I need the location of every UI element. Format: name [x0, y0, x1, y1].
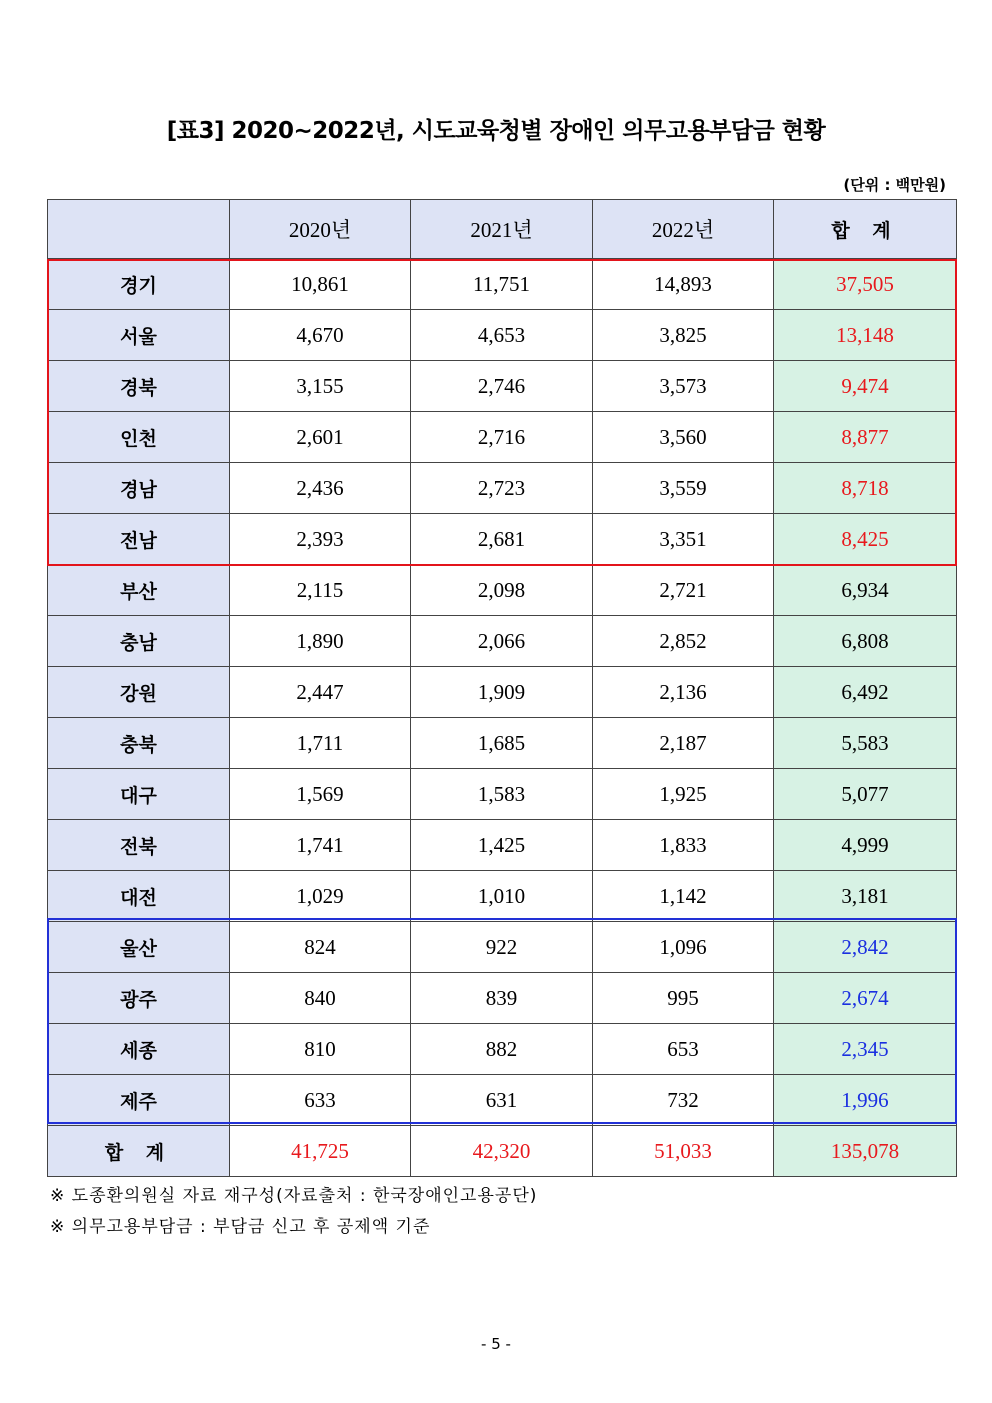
table-row	[48, 1075, 957, 1126]
value-2021: 2,716	[411, 412, 593, 463]
value-2021: 631	[411, 1075, 593, 1126]
total-cell: 9,474	[774, 361, 957, 412]
value-2020: 10,861	[230, 259, 411, 310]
sum-2020: 41,725	[230, 1126, 411, 1177]
region-cell: 서울	[48, 310, 230, 361]
region-cell: 대전	[48, 871, 230, 922]
value-2020: 840	[230, 973, 411, 1024]
sum-total: 135,078	[774, 1126, 957, 1177]
value-2021: 2,066	[411, 616, 593, 667]
value-2021: 4,653	[411, 310, 593, 361]
value-2020: 1,890	[230, 616, 411, 667]
value-2022: 3,560	[593, 412, 774, 463]
value-2021: 1,909	[411, 667, 593, 718]
total-cell: 2,345	[774, 1024, 957, 1075]
value-2022: 3,559	[593, 463, 774, 514]
page-number: - 5 -	[481, 1335, 511, 1353]
table-row	[48, 412, 957, 463]
total-cell: 4,999	[774, 820, 957, 871]
value-2022: 2,187	[593, 718, 774, 769]
region-cell: 인천	[48, 412, 230, 463]
header-total: 합 계	[774, 200, 957, 259]
table-row	[48, 361, 957, 412]
total-cell: 8,718	[774, 463, 957, 514]
value-2020: 2,436	[230, 463, 411, 514]
value-2021: 1,425	[411, 820, 593, 871]
table-row	[48, 463, 957, 514]
value-2022: 14,893	[593, 259, 774, 310]
sum-row	[48, 1126, 957, 1177]
value-2022: 2,721	[593, 565, 774, 616]
sum-label-cell: 합 계	[48, 1126, 230, 1177]
region-cell: 울산	[48, 922, 230, 973]
region-cell: 충남	[48, 616, 230, 667]
value-2020: 1,029	[230, 871, 411, 922]
table-row	[48, 922, 957, 973]
value-2020: 633	[230, 1075, 411, 1126]
value-2022: 3,825	[593, 310, 774, 361]
value-2021: 2,098	[411, 565, 593, 616]
value-2020: 824	[230, 922, 411, 973]
value-2021: 839	[411, 973, 593, 1024]
total-cell: 3,181	[774, 871, 957, 922]
total-cell: 37,505	[774, 259, 957, 310]
value-2020: 2,115	[230, 565, 411, 616]
value-2022: 1,142	[593, 871, 774, 922]
table-row	[48, 973, 957, 1024]
region-cell: 세종	[48, 1024, 230, 1075]
value-2021: 2,723	[411, 463, 593, 514]
footnotes	[50, 1181, 537, 1243]
value-2022: 1,833	[593, 820, 774, 871]
region-cell: 광주	[48, 973, 230, 1024]
footnote-source: ※ 도종환의원실 자료 재구성(자료출처 : 한국장애인고용공단)	[50, 1186, 538, 1206]
page-title: [표3] 2020~2022년, 시도교육청별 장애인 의무고용부담금 현황	[166, 118, 826, 144]
region-cell: 부산	[48, 565, 230, 616]
value-2021: 11,751	[411, 259, 593, 310]
value-2022: 3,573	[593, 361, 774, 412]
region-cell: 대구	[48, 769, 230, 820]
table-row	[48, 259, 957, 310]
total-cell: 2,674	[774, 973, 957, 1024]
table-row	[48, 565, 957, 616]
value-2022: 653	[593, 1024, 774, 1075]
sum-2022: 51,033	[593, 1126, 774, 1177]
value-2021: 2,681	[411, 514, 593, 565]
table-row	[48, 514, 957, 565]
value-2020: 2,601	[230, 412, 411, 463]
value-2022: 2,136	[593, 667, 774, 718]
value-2020: 1,741	[230, 820, 411, 871]
unit-label: (단위 : 백만원)	[843, 176, 946, 194]
total-cell: 6,492	[774, 667, 957, 718]
region-cell: 전북	[48, 820, 230, 871]
value-2021: 1,010	[411, 871, 593, 922]
total-cell: 1,996	[774, 1075, 957, 1126]
total-cell: 2,842	[774, 922, 957, 973]
header-2020: 2020년	[230, 200, 411, 259]
total-cell: 13,148	[774, 310, 957, 361]
region-cell: 강원	[48, 667, 230, 718]
value-2020: 3,155	[230, 361, 411, 412]
header-2021: 2021년	[411, 200, 593, 259]
header-2022: 2022년	[593, 200, 774, 259]
value-2020: 2,447	[230, 667, 411, 718]
table-row	[48, 820, 957, 871]
value-2022: 3,351	[593, 514, 774, 565]
value-2022: 1,925	[593, 769, 774, 820]
table-header-row	[48, 200, 957, 259]
table-row	[48, 1024, 957, 1075]
header-corner-cell	[48, 200, 230, 259]
region-cell: 제주	[48, 1075, 230, 1126]
table-row	[48, 667, 957, 718]
region-cell: 경남	[48, 463, 230, 514]
total-cell: 5,583	[774, 718, 957, 769]
footnote-basis: ※ 의무고용부담금 : 부담금 신고 후 공제액 기준	[50, 1217, 431, 1237]
value-2022: 2,852	[593, 616, 774, 667]
value-2020: 1,711	[230, 718, 411, 769]
table-row	[48, 871, 957, 922]
value-2021: 1,685	[411, 718, 593, 769]
region-cell: 전남	[48, 514, 230, 565]
levy-table	[47, 199, 957, 1177]
total-cell: 8,425	[774, 514, 957, 565]
table-row	[48, 718, 957, 769]
value-2022: 732	[593, 1075, 774, 1126]
value-2021: 2,746	[411, 361, 593, 412]
value-2020: 4,670	[230, 310, 411, 361]
table-row	[48, 616, 957, 667]
table-row	[48, 769, 957, 820]
sum-2021: 42,320	[411, 1126, 593, 1177]
value-2021: 1,583	[411, 769, 593, 820]
value-2021: 922	[411, 922, 593, 973]
value-2021: 882	[411, 1024, 593, 1075]
value-2020: 810	[230, 1024, 411, 1075]
table-row	[48, 310, 957, 361]
region-cell: 경북	[48, 361, 230, 412]
region-cell: 경기	[48, 259, 230, 310]
value-2020: 1,569	[230, 769, 411, 820]
total-cell: 6,934	[774, 565, 957, 616]
value-2022: 995	[593, 973, 774, 1024]
value-2020: 2,393	[230, 514, 411, 565]
total-cell: 8,877	[774, 412, 957, 463]
total-cell: 6,808	[774, 616, 957, 667]
value-2022: 1,096	[593, 922, 774, 973]
region-cell: 충북	[48, 718, 230, 769]
total-cell: 5,077	[774, 769, 957, 820]
